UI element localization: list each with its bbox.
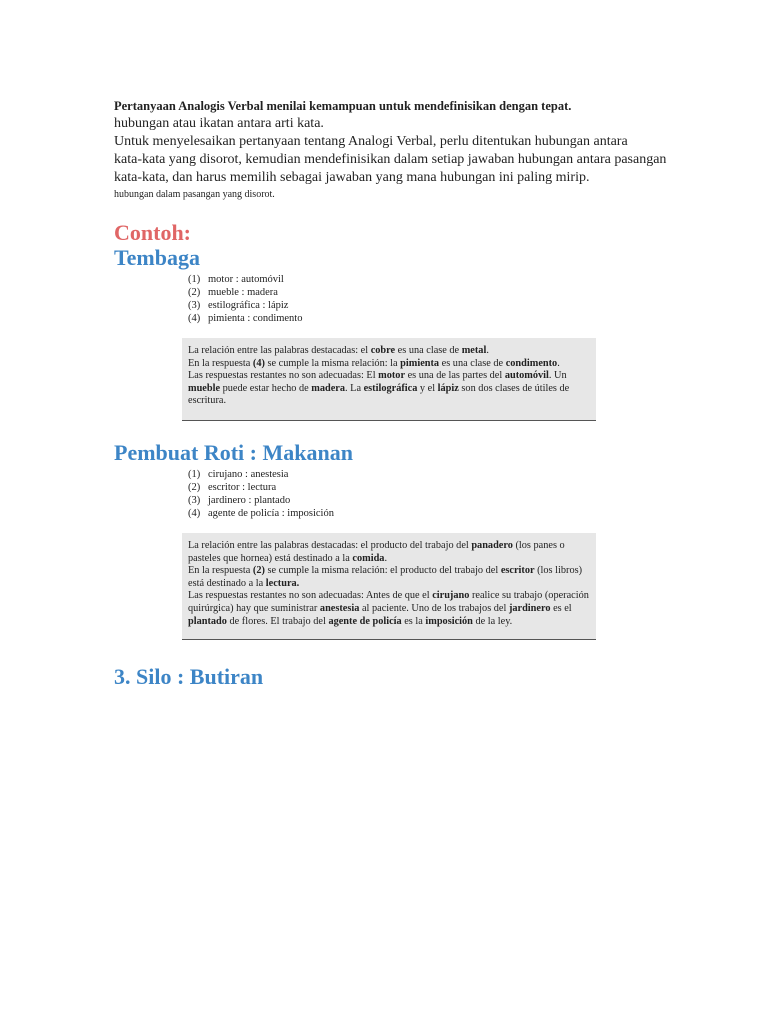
intro-line-6: hubungan dalam pasangan yang disorot. [114,189,275,200]
explanation-line: La relación entre las palabras destacadas: el cobre es una clase de metal. [188,345,489,356]
contoh-heading: Contoh: [114,220,192,245]
option-item: (2) mueble : madera [188,287,278,298]
intro-line-4: kata-kata yang disorot, kemudian mendefinisikan dalam setiap jawaban hubungan antara pasangan [114,152,667,167]
option-item: (1) cirujano : anestesia [188,469,289,480]
example2-heading: Pembuat Roti : Makanan [114,440,353,465]
explanation-line: Las respuestas restantes no son adecuadas: Antes de que el cirujano realice su trabajo (operación quirúrgica) hay que suministrar anestesia al paciente. Uno de los trabajos del jardinero es el plantado de flores. El trabajo del agente de policía es la imposición de la ley. [188,590,589,627]
option-item: (3) jardinero : plantado [188,495,291,506]
explanation-line: La relación entre las palabras destacadas: el producto del trabajo del panadero (los panes o pasteles que hornea) está destinado a la comida. [188,540,565,564]
option-item: (4) pimienta : condimento [188,313,303,324]
option-item: (1) motor : automóvil [188,274,284,285]
example2-explanation-box [182,533,596,640]
intro-paragraph [114,97,714,202]
intro-line-5: kata-kata, dan harus memilih sebagai jawaban yang mana hubungan ini paling mirip. [114,170,590,185]
intro-line-1: Pertanyaan Analogis Verbal menilai kemampuan untuk mendefinisikan dengan tepat. [114,99,572,113]
example1-heading: Tembaga [114,245,200,270]
example1-options [188,273,302,325]
example1-explanation-box [182,338,596,421]
intro-line-3: Untuk menyelesaikan pertanyaan tentang Analogi Verbal, perlu ditentukan hubungan antara [114,134,628,149]
example2-options [188,468,334,520]
option-item: (2) escritor : lectura [188,482,277,493]
explanation-line: En la respuesta (2) se cumple la misma relación: el producto del trabajo del escritor (los libros) está destinado a la lectura. [188,565,583,589]
option-item: (3) estilográfica : lápiz [188,300,289,311]
intro-line-2: hubungan atau ikatan antara arti kata. [114,116,324,131]
explanation-line: Las respuestas restantes no son adecuadas: El motor es una de las partes del automóvil. Un mueble puede estar hecho de madera. La estilográfica y el lápiz son dos clases de útiles de escritura. [188,370,570,407]
explanation-line: En la respuesta (4) se cumple la misma relación: la pimienta es una clase de condimento. [188,357,560,369]
example3-heading: 3. Silo : Butiran [114,664,264,689]
option-item: (4) agente de policía : imposición [188,508,334,519]
